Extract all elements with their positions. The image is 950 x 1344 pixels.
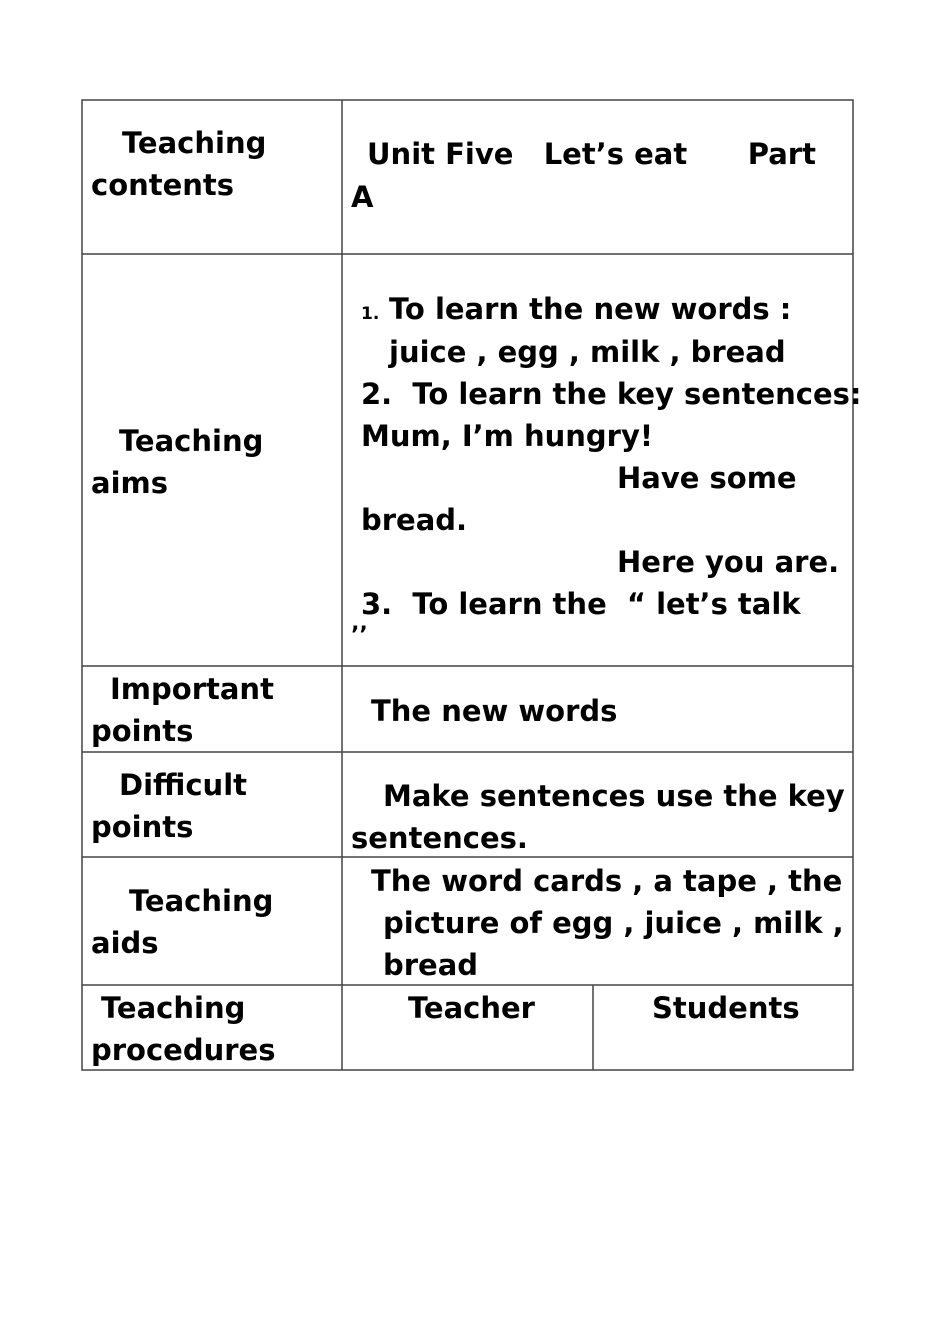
label-difficult-points-line1: Difficult	[119, 768, 247, 802]
aims-item3-line2: ’’	[351, 623, 368, 648]
aims-item3-line1: 3. To learn the “ let’s talk	[361, 587, 801, 621]
value-teaching-aids-line1: The word cards , a tape , the	[371, 864, 843, 898]
column-header-teacher: Teacher	[408, 991, 535, 1025]
label-important-points-line2: points	[91, 714, 194, 748]
aims-item1-line2: juice , egg , milk , bread	[389, 335, 786, 369]
value-important-points: The new words	[371, 694, 618, 728]
label-teaching-aids-line1: Teaching	[129, 884, 274, 918]
label-teaching-procedures-line2: procedures	[91, 1033, 276, 1067]
aims-item2-line2: Mum, I’m hungry!	[361, 419, 654, 453]
column-header-students: Students	[652, 991, 800, 1025]
aims-item2-line5: Here you are.	[617, 545, 840, 579]
label-teaching-aims-line1: Teaching	[119, 424, 264, 458]
label-teaching-aids-line2: aids	[91, 926, 159, 960]
value-teaching-contents-line1: Unit Five Let’s eat Part	[367, 137, 816, 171]
label-important-points-line1: Important	[110, 672, 274, 706]
value-difficult-points-line2: sentences.	[351, 821, 528, 855]
value-teaching-aids-line2: picture of egg , juice , milk ,	[383, 906, 844, 940]
label-teaching-contents-line1: Teaching	[122, 126, 267, 160]
value-teaching-aids-line3: bread	[383, 948, 479, 982]
label-difficult-points-line2: points	[91, 810, 194, 844]
label-teaching-contents-line2: contents	[91, 168, 235, 202]
label-teaching-aims-line2: aims	[91, 466, 168, 500]
value-difficult-points-line1: Make sentences use the key	[383, 779, 845, 813]
aims-item2-line4: bread.	[361, 503, 468, 537]
aims-item2-line1: 2. To learn the key sentences:	[361, 377, 862, 411]
value-teaching-contents-line2: A	[351, 180, 374, 214]
aims-item2-line3: Have some	[617, 461, 797, 495]
aims-item1-marker: 1.	[361, 304, 380, 324]
aims-item1-line1: To learn the new words :	[389, 292, 792, 326]
label-teaching-procedures-line1: Teaching	[101, 991, 246, 1025]
